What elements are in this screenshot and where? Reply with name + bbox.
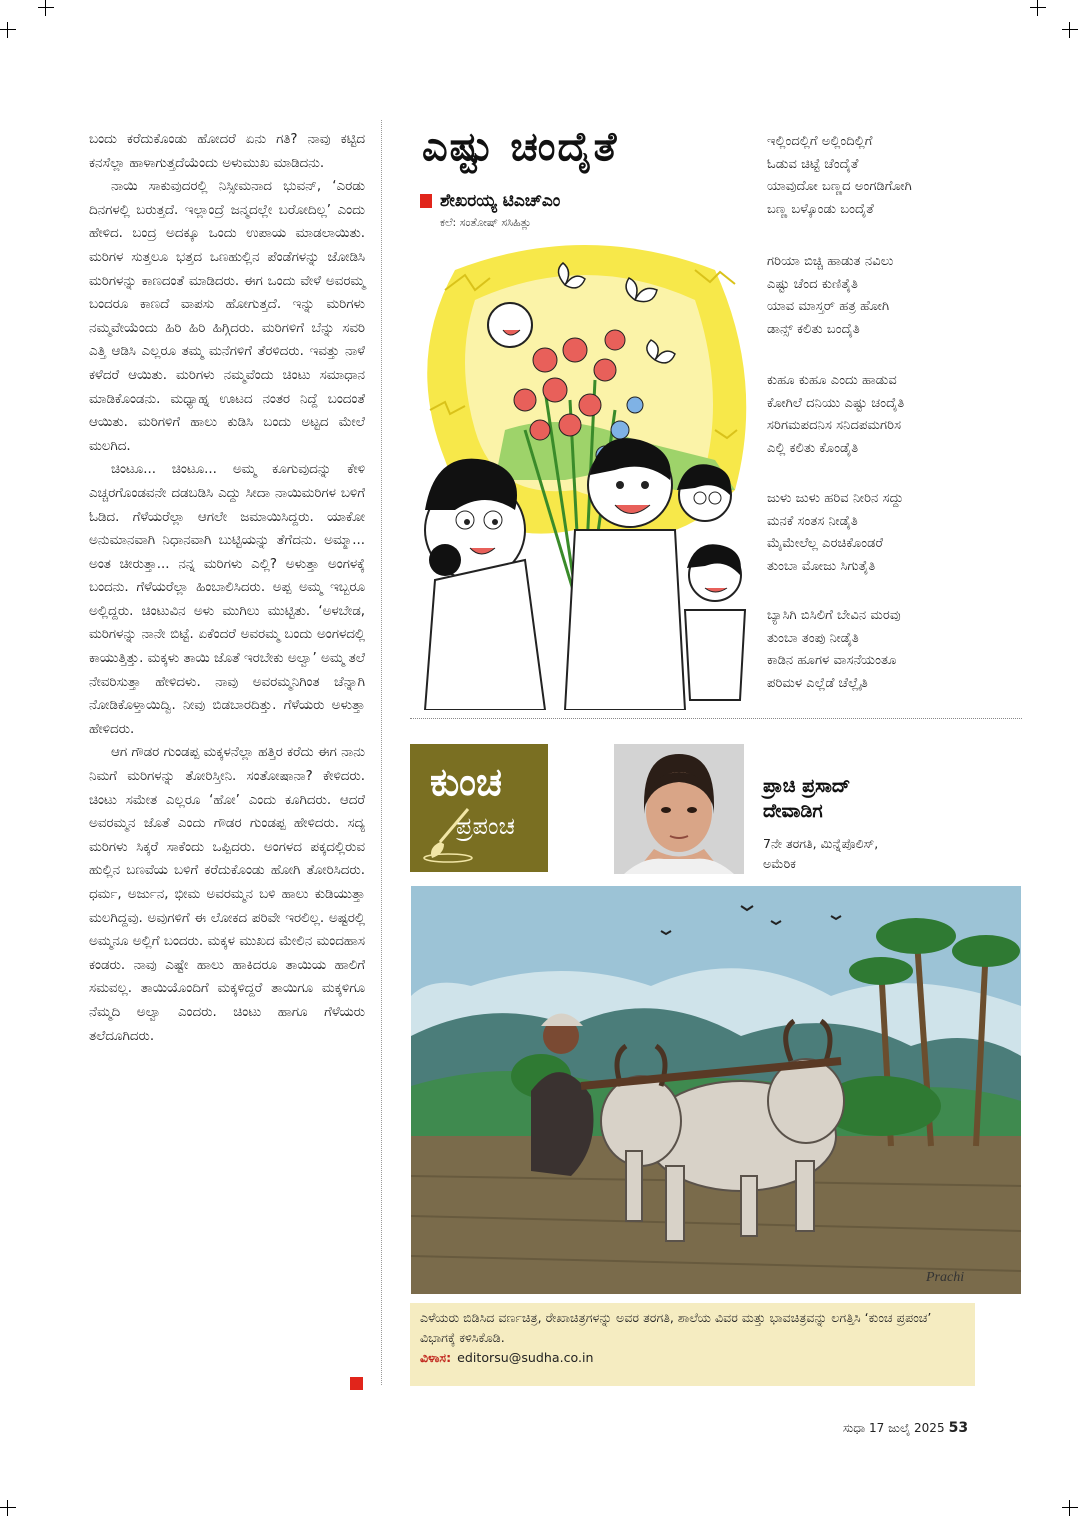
poem-line: ತುಂಬಾ ತಂಪು ನೀಡೈತಿ (767, 630, 859, 646)
poem-author (420, 191, 560, 211)
child-details (763, 834, 878, 874)
logo-line-1: ಕುಂಚ (430, 760, 502, 804)
poem-line: ಮೈಮೇಲೆಲ್ಲ ಎರಚಿಕೊಂಡರೆ (767, 536, 884, 551)
story-paragraph: ಆಗ ಗೌಡರ ಗುಂಡಪ್ಪ ಮಕ್ಕಳನೆಲ್ಲಾ ಹತ್ತಿರ ಕರೆದು ಈಗ ನಾನು ನಿಮಗೆ ಮರಿಗಳನ್ನು ತೋರಿಸ್ತೀನಿ. ಸಂತೋಷಾನಾ? ಕೇಳಿದರು. ಚಿಂಟು ಸಮೇತ ಎಲ್ಲರೂ ‘ಹೋ’ ಎಂದು ಕೂಗಿದರು. ಆದರೆ ಅವರಮ್ಮನ ಜೊತೆ ಎಂದು ಗೌಡರ ಗುಂಡಪ್ಪ ಹೇಳಿದರು. ಸದ್ಯ ಮರಿಗಳು ಸಿಕ್ಕರೆ ಸಾಕೆಂದು ಒಪ್ಪಿದರು. ಅಂಗಳದ ಪಕ್ಕದಲ್ಲಿರುವ ಹುಲ್ಲಿನ ಬಣವೆಯ ಬಳಿಗೆ ಕರೆದುಕೊಂಡು ಹೋಗಿ ತೋರಿಸಿದರು. ಧರ್ಮ, ಅರ್ಜುನ, ಭೀಮ ಅವರಮ್ಮನ ಬಳಿ ಹಾಲು ಕುಡಿಯುತ್ತಾ ಮಲಗಿದ್ದವು. ಅವುಗಳಿಗೆ ಈ ಲೋಕದ ಪರಿವೇ ಇರಲಿಲ್ಲ. ಅಷ್ಟರಲ್ಲಿ ಅಮ್ಮನೂ ಅಲ್ಲಿಗೆ ಬಂದರು. ಮಕ್ಕಳ ಮುಖದ ಮೇಲಿನ ಮಂದಹಾಸ ಕಂಡರು. ನಾವು ಎಷ್ಟೇ ಹಾಲು ಹಾಕಿದರೂ ತಾಯಿಯ ಹಾಲಿಗೆ ಸಮವಲ್ಲ. ತಾಯಿಯೊಂದಿಗೆ ಮಕ್ಕಳಿದ್ದರೆ ತಾಯಿಗೂ ಮಕ್ಕಳಿಗೂ ನೆಮ್ಮದಿ ಅಲ್ವಾ ಎಂದರು. ಚಿಂಟು ಹಾಗೂ ಗೆಳೆಯರು ತಲೆದೂಗಿದರು. (89, 745, 365, 1044)
address-label: ವಿಳಾಸ: (420, 1350, 452, 1365)
registration-mark (38, 0, 54, 16)
poem-line: ಓಡುವ ಚಿಟ್ಟೆ ಚೆಂದೈತೆ (767, 156, 859, 172)
poem-line: ಕುಹೂ ಕುಹೂ ಎಂದು ಹಾಡುವ (767, 373, 897, 388)
registration-mark (0, 22, 16, 38)
child-name-line: ಪ್ರಾಚಿ ಪ್ರಸಾದ್ (763, 775, 851, 797)
submission-instructions: ಎಳೆಯರು ಬಿಡಿಸಿದ ವರ್ಣಚಿತ್ರ, ರೇಖಾಚಿತ್ರಗಳನ್ನು ಅವರ ತರಗತಿ, ಶಾಲೆಯ ವಿವರ ಮತ್ತು ಭಾವಚಿತ್ರವನ್ನು ಲಗತ್ತಿಸಿ ‘ಕುಂಚ ಪ್ರಪಂಚ’ ವಿಭಾಗಕ್ಕೆ ಕಳಿಸಿಕೊಡಿ. (420, 1310, 932, 1345)
story-paragraph: ಬಂದು ಕರೆದುಕೊಂಡು ಹೋದರೆ ಏನು ಗತಿ? ನಾವು ಕಟ್ಟಿದ ಕನಸೆಲ್ಲಾ ಹಾಳಾಗುತ್ತದೆಯೆಂದು ಅಳುಮುಖ ಮಾಡಿದನು. (89, 132, 365, 171)
poem-stanza (767, 370, 997, 460)
issue-info: ಸುಧಾ 17 ಜುಲೈ 2025 (843, 1421, 945, 1435)
poem-stanza (767, 488, 997, 578)
author-marker (420, 194, 432, 208)
poem-line: ಕಾಡಿನ ಹೂಗಳ ವಾಸನೆಯಂತೂ (767, 653, 897, 668)
poem-line: ಯಾವ ಮಾಸ್ತರ್ ಹತ್ರ ಹೋಗಿ (767, 299, 890, 314)
poem-line: ಮನಕೆ ಸಂತಸ ನೀಡೈತಿ (767, 513, 858, 529)
poem-stanza (767, 251, 997, 341)
submission-address (420, 1350, 593, 1366)
registration-mark (0, 1500, 16, 1516)
poem-line: ಕೋಗಿಲೆ ದನಿಯು ಎಷ್ಟು ಚಂದೈತಿ (767, 395, 905, 411)
poem-line: ಇಲ್ಲಿಂದಲ್ಲಿಗೆ ಅಲ್ಲಿಂದಿಲ್ಲಿಗೆ (767, 134, 873, 149)
story-end-marker (350, 1377, 363, 1390)
page-number: 53 (948, 1420, 969, 1436)
poem-line: ಬ್ಯಾಸಿಗಿ ಬಿಸಿಲಿಗೆ ಬೇವಿನ ಮರವು (767, 608, 901, 623)
child-name-line: ದೇವಾಡಿಗ (763, 800, 823, 822)
child-photo (614, 744, 744, 874)
poem-line: ಬಣ್ಣ ಬಳ್ಕೊಂಡು ಬಂದೈತೆ (767, 201, 874, 217)
poem-line: ತುಂಬಾ ಮೋಜು ಸಿಗುತೈತಿ (767, 558, 876, 574)
poem-stanza (767, 605, 997, 695)
poem-line: ಡಾನ್ಸ್ ಕಲಿತು ಬಂದೈತಿ (767, 321, 860, 337)
illustration-credit: ಕಲೆ: ಸಂತೋಷ್ ಸಸಿಹಿತ್ಲು (440, 216, 532, 229)
poem-line: ಸರಿಗಮಪದನಿಸ ಸನಿದಪಮಗರಿಸ (767, 418, 902, 433)
child-painting (411, 886, 1021, 1294)
story-paragraph: ನಾಯಿ ಸಾಕುವುದರಲ್ಲಿ ನಿಸ್ಸೀಮನಾದ ಭುವನ್, ‘ಎರಡು ದಿನಗಳಲ್ಲಿ ಬರುತ್ತದೆ. ಇಲ್ಲಾಂದ್ರೆ ಜನ್ಮದಲ್ಲೇ ಬರೋದಿಲ್ಲ’ ಎಂದು ಹೇಳಿದ. ಬಂದ್ರ ಅದಕ್ಕೂ ಒಂದು ಉಪಾಯ ಮಾಡಲಾಯಿತು. ಮರಿಗಳ ಸುತ್ತಲೂ ಭತ್ತದ ಒಣಹುಲ್ಲಿನ ಪೆಂಡೆಗಳನ್ನು ಜೋಡಿಸಿ ಮರಿಗಳನ್ನು ಕಾಣದಂತೆ ಮಾಡಿದರು. ಈಗ ಒಂದು ವೇಳೆ ಅವರಮ್ಮ ಬಂದರೂ ಕಾಣದೆ ವಾಪಸು ಹೋಗುತ್ತದೆ. ಇನ್ನು ಮರಿಗಳು ನಮ್ಮವೇಯೆಂದು ಹಿರಿ ಹಿರಿ ಹಿಗ್ಗಿದರು. ಮರಿಗಳಿಗೆ ಬೆನ್ನು ಸವರಿ ಎತ್ತಿ ಆಡಿಸಿ ಎಲ್ಲರೂ ತಮ್ಮ ಮನೆಗಳಿಗೆ ತೆರಳಿದರು. ಇವತ್ತು ನಾಳೆ ಕಳೆದರೆ ಆಯಿತು. ಮರಿಗಳು ನಮ್ಮವೆಂದು ಚಿಂಟು ಸಮಾಧಾನ ಮಾಡಿಕೊಂಡನು. ಮಧ್ಯಾಹ್ನ ಊಟದ ನಂತರ ನಿದ್ದೆ ಬಂದಂತೆ ಆಯಿತು. ಮರಿಗಳಿಗೆ ಹಾಲು ಕುಡಿಸಿ ಬಂದು ಅಟ್ಟದ ಮೇಲೆ ಮಲಗಿದ. (89, 179, 365, 454)
story-column (89, 128, 365, 1048)
child-class-line: 7ನೇ ತರಗತಿ, ಮಿನ್ನೆಪೊಲಿಸ್, (763, 836, 879, 851)
poem-title: ಎಷ್ಟು ಚಂದೈತೆ (422, 124, 619, 170)
page-footer (843, 1420, 968, 1436)
section-divider (410, 718, 1022, 719)
logo-line-2: ಪ್ರಪಂಚ (456, 812, 515, 840)
registration-mark (1062, 1500, 1078, 1516)
column-divider (381, 120, 382, 1385)
story-paragraph: ಚಿಂಟೂ... ಚಿಂಟೂ... ಅಮ್ಮ ಕೂಗುವುದನ್ನು ಕೇಳಿ ಎಚ್ಚರಗೊಂಡವನೇ ದಡಬಡಿಸಿ ಎದ್ದು ಸೀದಾ ನಾಯಿಮರಿಗಳ ಬಳಿಗೆ ಓಡಿದ. ಗೆಳೆಯರೆಲ್ಲಾ ಆಗಲೇ ಜಮಾಯಿಸಿದ್ದರು. ಯಾಕೋ ಅನುಮಾನವಾಗಿ ನಿಧಾನವಾಗಿ ಬುಟ್ಟಿಯನ್ನು ತೆಗೆದನು. ಅಮ್ಮಾ... ಅಂತ ಚೀರುತ್ತಾ... ನನ್ನ ಮರಿಗಳು ಎಲ್ಲಿ? ಅಳುತ್ತಾ ಅಂಗಳಕ್ಕೆ ಬಂದನು. ಗೆಳೆಯರೆಲ್ಲಾ ಹಿಂಬಾಲಿಸಿದರು. ಅಪ್ಪ ಅಮ್ಮ ಇಬ್ಬರೂ ಅಲ್ಲಿದ್ದರು. ಚಿಂಟುವಿನ ಅಳು ಮುಗಿಲು ಮುಟ್ಟಿತು. ‘ಅಳಬೇಡ, ಮರಿಗಳನ್ನು ನಾನೇ ಬಿಟ್ಟೆ. ಏಕೆಂದರೆ ಅವರಮ್ಮ ಬಂದು ಅಂಗಳದಲ್ಲಿ ಕಾಯುತ್ತಿತ್ತು. ಮಕ್ಕಳು ತಾಯಿ ಜೊತೆ ಇರಬೇಕು ಅಲ್ವಾ’ ಅಮ್ಮ ತಲೆ ನೇವರಿಸುತ್ತಾ ಹೇಳಿದಳು. ನಾವು ಅವರಮ್ಮನಿಗಿಂತ ಚೆನ್ನಾಗಿ ನೋಡಿಕೊಳ್ತಾಯಿದ್ವಿ. ನೀವು ಬಿಡಬಾರದಿತ್ತು. ಗೆಳೆಯರು ಅಳುತ್ತಾ ಹೇಳಿದರು. (89, 462, 365, 737)
registration-mark (1030, 0, 1046, 16)
painting-signature: Prachi (926, 1270, 965, 1285)
author-name: ಶೇಖರಯ್ಯ ಟಿಎಚ್‌ಎಂ (440, 191, 561, 211)
poem-illustration (415, 230, 755, 710)
kuncha-prapancha-logo (410, 744, 548, 872)
email-link[interactable]: editorsu@sudha.co.in (457, 1350, 594, 1365)
paintbrush-icon (418, 804, 478, 864)
poem-line: ಎಲ್ಲಿ ಕಲಿತು ಕೊಂಡೈತಿ (767, 440, 859, 456)
poem-line: ಪರಿಮಳ ಎಲ್ಲೆಡೆ ಚೆಲ್ಲೈತಿ (767, 675, 868, 691)
poem-stanza (767, 131, 997, 221)
child-location-line: ಅಮೆರಿಕ (763, 856, 796, 871)
poem-line: ಗರಿಯಾ ಬಿಚ್ಚಿ ಹಾಡುತ ನವಿಲು (767, 254, 894, 269)
child-name (763, 774, 850, 824)
poem-line: ಜುಳು ಜುಳು ಹರಿವ ನೀರಿನ ಸದ್ದು (767, 491, 904, 506)
submission-info-box (410, 1303, 975, 1386)
poem-line: ಯಾವುದೋ ಬಣ್ಣದ ಅಂಗಡಿಗೋಗಿ (767, 179, 912, 194)
registration-mark (1062, 22, 1078, 38)
poem-line: ಎಷ್ಟು ಚೆಂದ ಕುಣಿತೈತಿ (767, 276, 859, 292)
